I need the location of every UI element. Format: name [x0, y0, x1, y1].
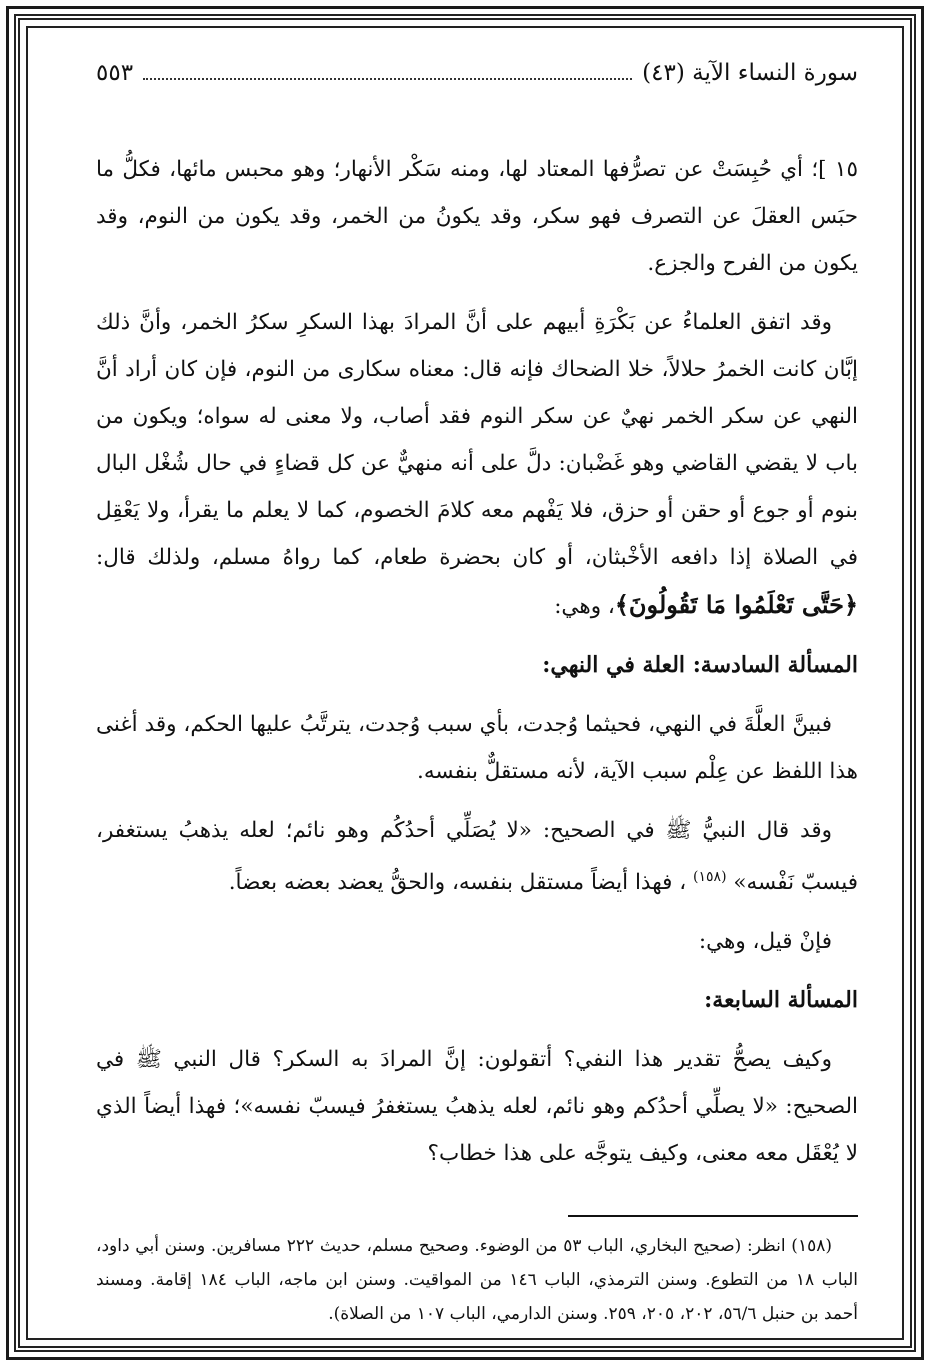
paragraph-text: وقد قال النبيُّ ﷺ في الصحيح: «لا يُصَلِّي أحدُكُم وهو نائم؛ لعله يذهبُ يستغفر، فيسبّ نَفْسه» [96, 818, 858, 896]
paragraph: وقد اتفق العلماءُ عن بَكْرَةِ أبيهم على أنَّ المرادَ بهذا السكرِ سكرُ الخمر، وأنَّ ذلك إبَّان كانت الخمرُ حلالاً، خلا الضحاك فإنه قال: معناه سكارى من النوم، فإن كان أراد أنَّ النهي عن سكر الخمر نهيٌ عن سكر النوم فقد أصاب، ولا معنى له سواه؛ ويكون من باب لا يقضي القاضي وهو غَضْبان: دلَّ على أنه منهيٌّ عن كل قضاءٍ في حال شُغْل البال بنوم أو جوع أو حقن أو حزق، فلا يَفْهم معه كلامَ الخصوم، كما لا يعلم ما يقرأ، ولا يَعْقِل في الصلاة إذا دافعه الأخْبثان، أو كان بحضرة طعام، كما رواهُ مسلم، ولذلك قال: ﴿حَتَّى تَعْلَمُوا مَا تَقُولُونَ﴾، وهي: [96, 310, 858, 619]
footnote: (١٥٨) انظر: (صحيح البخاري، الباب ٥٣ من الوضوء. وصحيح مسلم، حديث ٢٢٢ مسافرين. وسنن أبي داود، الباب ١٨ من التطوع. وسنن الترمذي، الباب ١٤٦ من المواقيت. وسنن ابن ماجه، الباب ١٨٤ إقامة. ومسند أحمد بن حنبل ٥٦/٦، ٢٠٢، ٢٠٥، ٢٥٩. وسنن الدارمي، الباب ١٠٧ من الصلاة). [96, 1236, 858, 1325]
paragraph: فإنْ قيل، وهي: [698, 929, 832, 955]
section-heading-6: المسألة السادسة: العلة في النهي: [542, 652, 858, 678]
paragraph [96, 807, 858, 906]
main-text [96, 146, 858, 1331]
section-heading-7: المسألة السابعة: [704, 987, 858, 1014]
header-dot-leader [143, 78, 632, 80]
paragraph-text: وقد اتفق العلماءُ عن بَكْرَةِ أبيهم على أنَّ المرادَ بهذا السكرِ سكرُ الخمر، وأنَّ ذلك إبَّان كانت الخمرُ حلالاً، خلا الضحاك فإنه قال: معناه سكارى من النوم، فإن كان أراد أنَّ النهي عن سكر الخمر نهيٌ عن سكر النوم فقد أصاب، ولا معنى له سواه؛ ويكون من باب لا يقضي القاضي وهو غَضْبان: دلَّ على أنه منهيٌّ عن كل قضاءٍ في حال شُغْل البال بنوم أو جوع أو حقن أو حزق، فلا يَفْهم معه كلامَ الخصوم، كما لا يعلم ما يقرأ، ولا يَعْقِل في الصلاة إذا دافعه الأخْبثان، أو كان بحضرة طعام، كما رواهُ مسلم، ولذلك قال: [96, 310, 858, 570]
paragraph-text: ، فهذا أيضاً مستقل بنفسه، والحقُّ يعضد بعضه بعضاً. [228, 870, 687, 896]
book-page [96, 60, 858, 1325]
running-header-title: سورة النساء الآية (٤٣) [642, 60, 858, 86]
paragraph: وكيف يصحُّ تقدير هذا النفي؟ أتقولون: إنَّ المرادَ به السكر؟ قال النبي ﷺ في الصحيح: «لا يصلِّي أحدُكم وهو نائم، لعله يذهبُ يستغفرُ فيسبّ نفسه»؛ فهذا أيضاً الذي لا يُعْقَل معه معنى، وكيف يتوجَّه على هذا خطاب؟ [96, 1047, 858, 1167]
paragraph-tail: وهي: [554, 594, 602, 619]
paragraph: ١٥ ]؛ أي حُبِسَتْ عن تصرُّفها المعتاد لها، ومنه سَكْر الأنهار؛ وهو محبس مائها، فكلُّ ما حبَس العقلَ عن التصرف فهو سكر، وقد يكونُ من الخمر، وقد يكون من النوم، وقد يكون من الفرح والجزع. [96, 157, 858, 276]
footnote-reference[interactable]: (١٥٨) [693, 869, 727, 885]
paragraph: فبينَّ العلَّةَ في النهي، فحيثما وُجدت، بأي سبب وُجدت، يترتَّبُ عليها الحكم، وقد أغنى هذا اللفظ عن عِلْم سبب الآية، لأنه مستقلٌّ بنفسه. [96, 712, 858, 784]
footnote-separator [568, 1215, 858, 1217]
quran-quote: ﴿حَتَّى تَعْلَمُوا مَا تَقُولُونَ﴾ [614, 590, 858, 619]
page-number: ٥٥٣ [96, 60, 134, 86]
running-header [96, 60, 858, 100]
